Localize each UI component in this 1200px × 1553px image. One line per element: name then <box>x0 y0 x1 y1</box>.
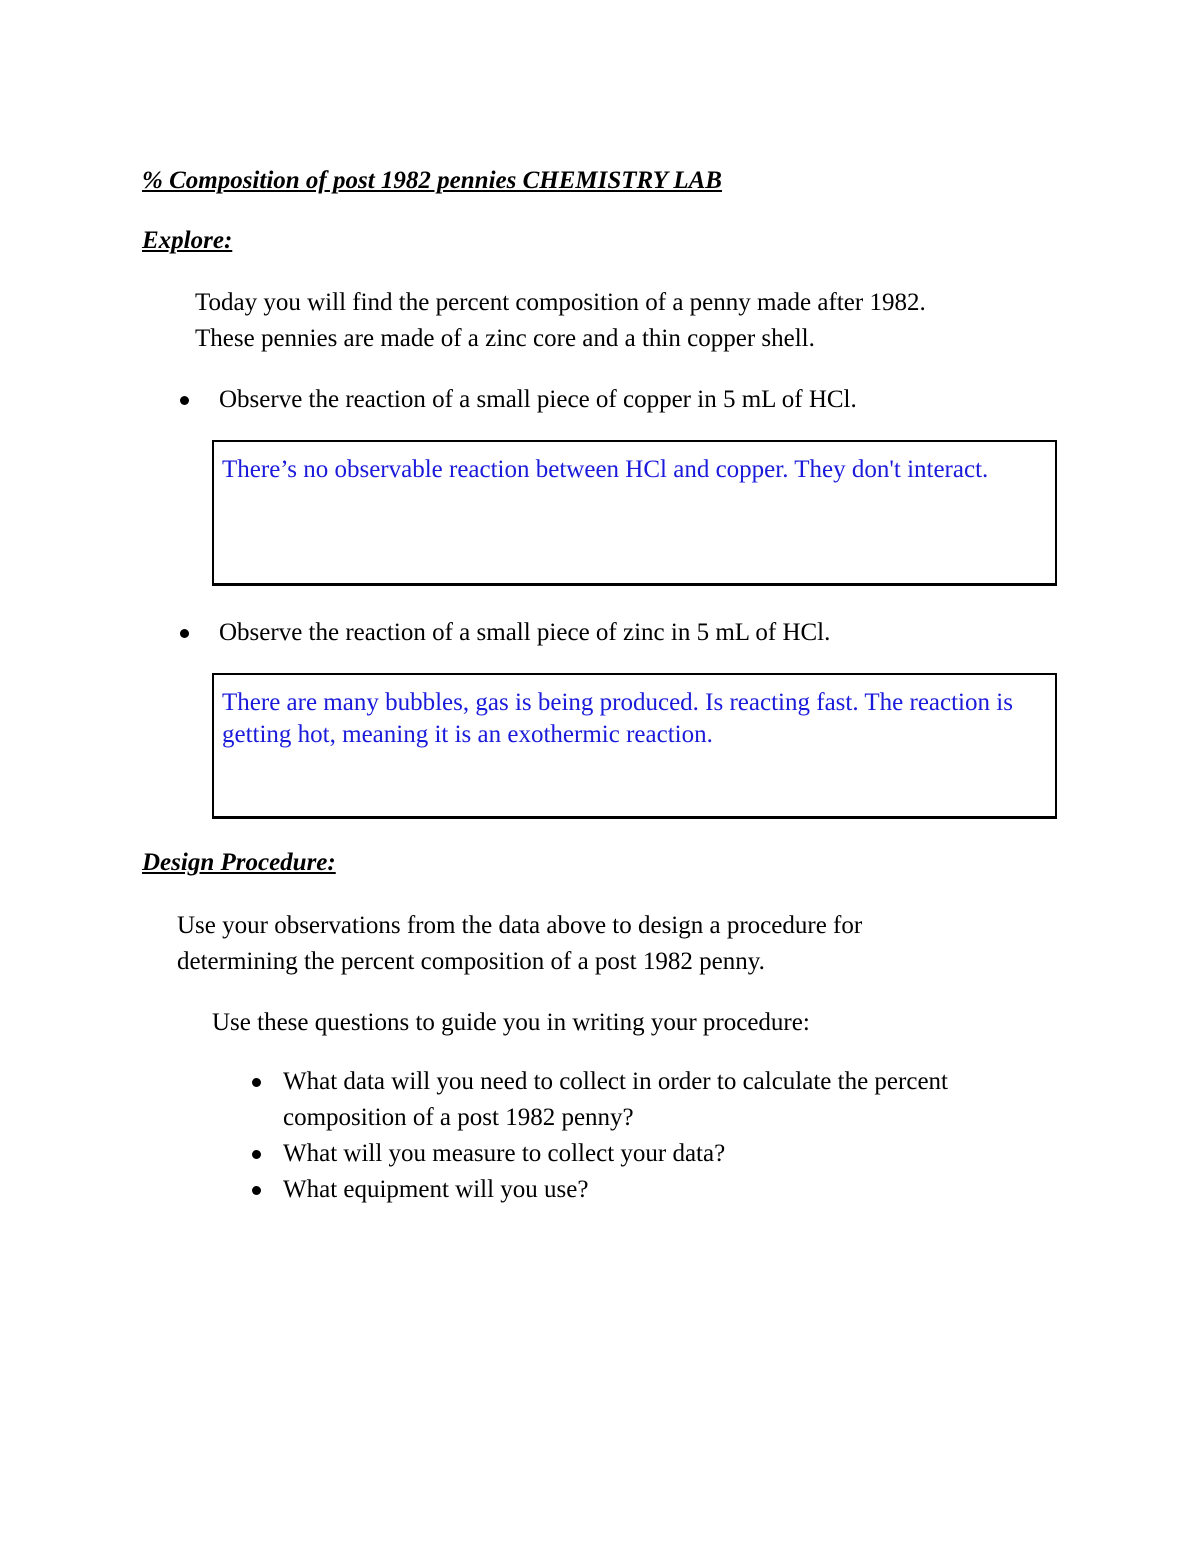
list-item <box>246 1172 1066 1208</box>
bullet-icon <box>180 629 189 638</box>
design-procedure-heading: Design Procedure: <box>142 849 336 876</box>
design-line: determining the percent composition of a post 1982 penny. <box>177 948 765 975</box>
observation-copper-text: Observe the reaction of a small piece of copper in 5 mL of HCl. <box>219 386 857 413</box>
bullet-icon <box>252 1078 261 1087</box>
bullet-icon <box>252 1186 261 1195</box>
intro-line: These pennies are made of a zinc core and a thin copper shell. <box>195 325 815 352</box>
intro-line: Today you will find the percent composition of a penny made after 1982. <box>195 289 926 316</box>
answer-copper-text: There’s no observable reaction between HCl and copper. They don't interact. <box>222 456 989 483</box>
design-line: Use your observations from the data above to design a procedure for <box>177 912 863 939</box>
observation-zinc-text: Observe the reaction of a small piece of zinc in 5 mL of HCl. <box>219 619 831 646</box>
explore-intro <box>195 285 926 357</box>
answer-zinc-text: There are many bubbles, gas is being produced. Is reacting fast. The reaction is getting hot, meaning it is an exothermic reaction. <box>222 689 1013 748</box>
page-title: % Composition of post 1982 pennies CHEMISTRY LAB <box>142 167 722 194</box>
question-text: What data will you need to collect in order to calculate the percent composition of a post 1982 penny? <box>283 1068 948 1131</box>
explore-heading: Explore: <box>142 227 233 254</box>
list-item <box>246 1136 1066 1172</box>
list-item <box>246 1064 1066 1136</box>
answer-box-copper[interactable] <box>212 440 1057 586</box>
bullet-icon <box>252 1150 261 1159</box>
design-instructions <box>177 908 862 980</box>
question-text: What equipment will you use? <box>283 1176 589 1203</box>
guide-question-list <box>246 1064 1066 1208</box>
question-text: What will you measure to collect your data? <box>283 1140 726 1167</box>
bullet-icon <box>180 396 189 405</box>
guide-text: Use these questions to guide you in writing your procedure: <box>212 1009 810 1036</box>
answer-box-zinc[interactable] <box>212 673 1057 819</box>
